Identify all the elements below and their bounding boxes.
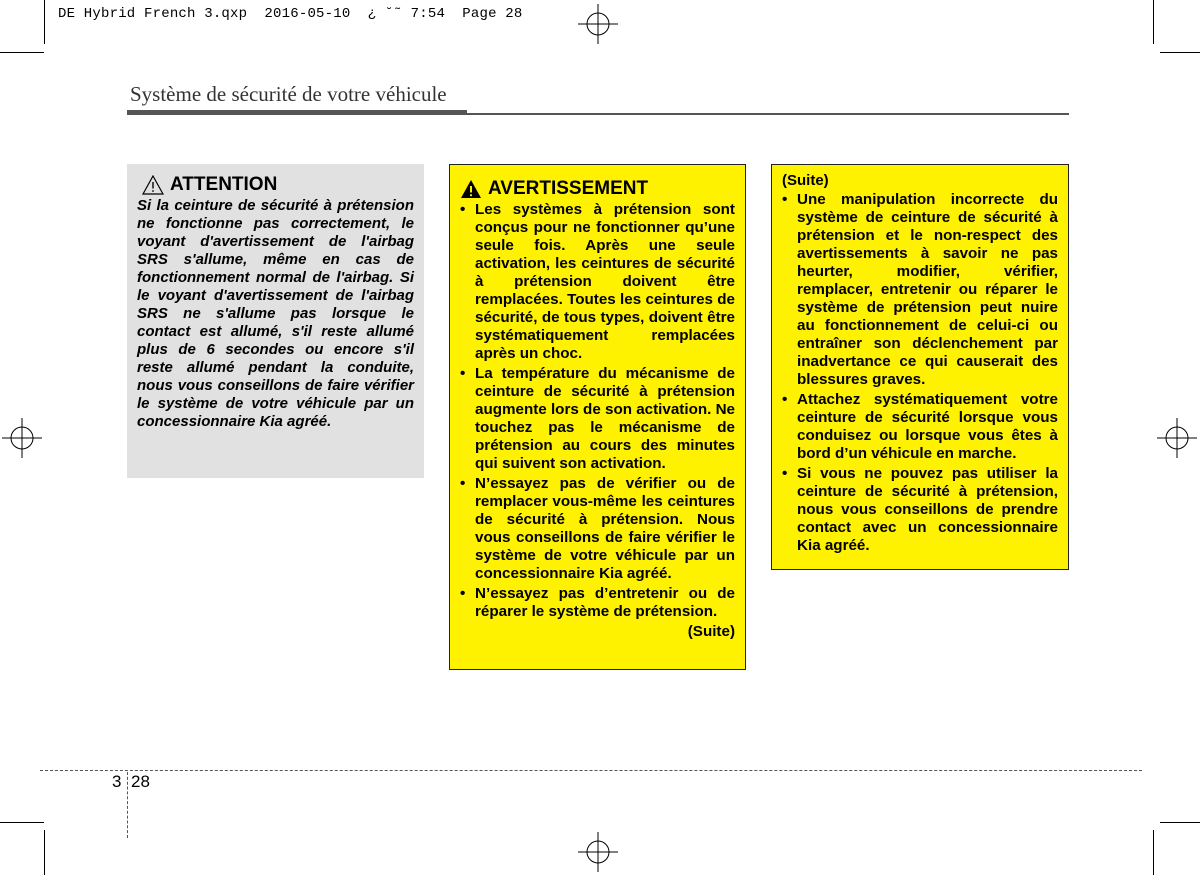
continuation-list-item: • Si vous ne pouvez pas utiliser la ceinture de sécurité à prétension, nous vous conseillons de prendre contact avec un concessionnaire Kia agréé.: [782, 465, 1058, 555]
crop-mark-bottom-right-h: [1160, 822, 1200, 823]
warning-triangle-outline-icon: [142, 175, 164, 195]
warning-box: [449, 164, 746, 670]
continuation-box: [771, 164, 1069, 570]
warning-triangle-filled-icon: [460, 179, 482, 199]
warning-list-item: • Les systèmes à prétension sont conçus pour ne fonctionner qu’une seule fois. Après une seule activation, les ceintures de sécurité à prétension doivent être remplacées. Toutes les ceintures de sécurité, de tous types, doivent être systématiquement remplacées après un choc.: [460, 201, 735, 363]
registration-mark-right-icon: [1157, 418, 1197, 458]
crop-mark-top-left-h: [0, 52, 44, 53]
warning-continued-label: (Suite): [687, 623, 735, 640]
page-number: 28: [131, 772, 150, 791]
registration-mark-top-icon: [578, 4, 618, 44]
registration-mark-left-icon: [2, 418, 42, 458]
attention-box: [127, 164, 424, 478]
crop-mark-bottom-right-v: [1153, 830, 1154, 875]
continuation-label: (Suite): [782, 172, 829, 189]
warning-heading-label: AVERTISSEMENT: [488, 178, 649, 199]
title-rule-accent: [127, 110, 467, 115]
attention-heading: [142, 174, 414, 196]
attention-body: Si la ceinture de sécurité à prétension ne fonctionne pas correctement, le voyant d'avertissement de l'airbag SRS s'allume, même en cas de fonctionnement normal de l'airbag. Si le voyant d'avertissement de l'airbag SRS ne s'allume pas lorsque le contact est allumé, s'il reste allumé plus de 6 secondes ou encore s'il reste allumé pendant la conduite, nous vous conseillons de faire vérifier le système de votre véhicule par un concessionnaire Kia agréé.: [137, 197, 414, 430]
crop-mark-bottom-left-h: [0, 822, 44, 823]
warning-list-item: • N’essayez pas de vérifier ou de remplacer vous-même les ceintures de sécurité à prétension. Nous vous conseillons de faire vérifier le système de votre véhicule par un concessionnaire Kia agréé.: [460, 475, 735, 583]
chapter-number: 3: [112, 772, 122, 791]
crop-mark-top-right-h: [1160, 52, 1200, 53]
warning-list: [460, 201, 735, 621]
crop-mark-top-left-v: [44, 0, 45, 44]
footer-rule: [40, 770, 1142, 771]
crop-mark-top-right-v: [1153, 0, 1154, 44]
continuation-list-item: • Une manipulation incorrecte du système de ceinture de sécurité à prétension et le non-respect des avertissements à savoir ne pas heurter, modifier, vérifier, remplacer, entretenir ou réparer le système de prétension peut nuire au fonctionnement de celui-ci ou entraîner son déclenchement par inadvertance ce qui causerait des blessures graves.: [782, 191, 1058, 389]
warning-list-item: • N’essayez pas d’entretenir ou de réparer le système de prétension.: [460, 585, 735, 621]
continuation-list: [782, 191, 1058, 555]
crop-mark-bottom-left-v: [44, 830, 45, 875]
registration-mark-bottom-icon: [578, 832, 618, 872]
print-slug: DE Hybrid French 3.qxp 2016-05-10 ¿ ˘˜ 7:54 Page 28: [58, 6, 523, 22]
footer-divider: [127, 772, 128, 838]
section-title: Système de sécurité de votre véhicule: [130, 82, 447, 106]
warning-list-item: • La température du mécanisme de ceinture de sécurité à prétension augmente lors de son activation. Ne touchez pas le mécanisme de prétension au cours des minutes qui suivent son activation.: [460, 365, 735, 473]
continuation-list-item: • Attachez systématiquement votre ceinture de sécurité lorsque vous conduisez ou lorsque vous êtes à bord d’un véhicule en marche.: [782, 391, 1058, 463]
attention-heading-label: ATTENTION: [170, 174, 278, 195]
warning-heading: [460, 178, 735, 200]
